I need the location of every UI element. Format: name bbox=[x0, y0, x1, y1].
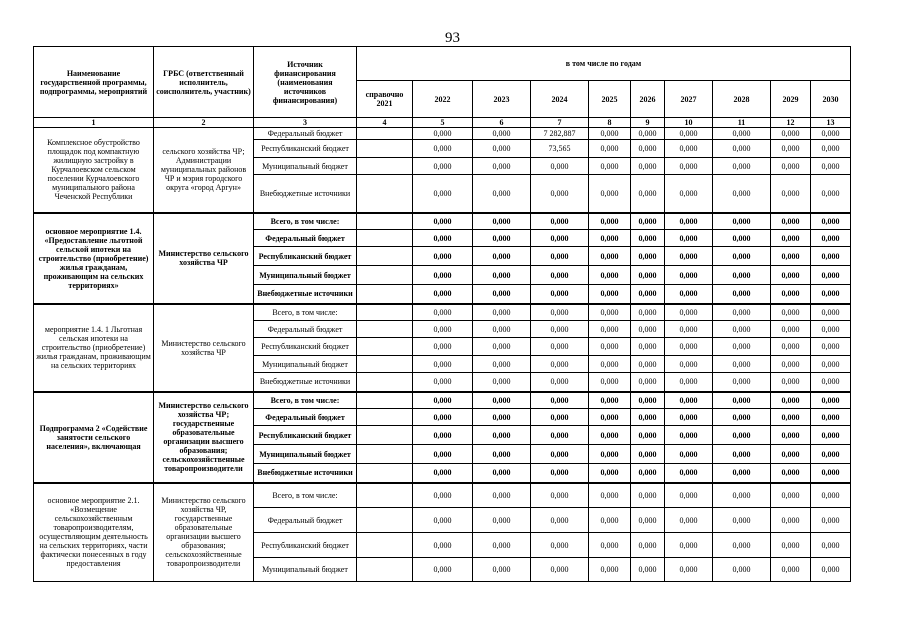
header-year: 2025 bbox=[589, 81, 631, 118]
year-value: 0,000 bbox=[771, 213, 811, 230]
year-value: 0,000 bbox=[811, 230, 851, 247]
year-value: 0,000 bbox=[631, 304, 665, 321]
program-name: основное мероприятие 2.1. «Возмещение сельскохозяйственным товаропроизводителям, осуществляющим деятельность на сельских территориях, части фактически понесенных в году предоставления bbox=[34, 483, 154, 582]
year-value: 0,000 bbox=[771, 464, 811, 483]
year-value: 0,000 bbox=[531, 409, 589, 426]
reference-value bbox=[357, 128, 413, 140]
year-value: 0,000 bbox=[665, 128, 713, 140]
year-value: 0,000 bbox=[531, 373, 589, 392]
year-value: 0,000 bbox=[631, 409, 665, 426]
year-value: 0,000 bbox=[665, 247, 713, 266]
year-value: 0,000 bbox=[531, 175, 589, 213]
reference-value bbox=[357, 266, 413, 285]
year-value: 0,000 bbox=[631, 266, 665, 285]
year-value: 0,000 bbox=[771, 558, 811, 582]
year-value: 0,000 bbox=[531, 508, 589, 533]
funding-source: Муниципальный бюджет bbox=[254, 266, 357, 285]
page-number: 93 bbox=[445, 30, 460, 46]
year-value: 0,000 bbox=[473, 304, 531, 321]
funding-source: Внебюджетные источники bbox=[254, 285, 357, 304]
year-value: 0,000 bbox=[413, 285, 473, 304]
year-value: 0,000 bbox=[665, 213, 713, 230]
reference-value bbox=[357, 392, 413, 409]
reference-value bbox=[357, 247, 413, 266]
year-value: 0,000 bbox=[589, 285, 631, 304]
year-value: 0,000 bbox=[771, 285, 811, 304]
year-value: 0,000 bbox=[811, 426, 851, 445]
year-value: 0,000 bbox=[631, 175, 665, 213]
funding-source: Внебюджетные источники bbox=[254, 373, 357, 392]
grbs-name: Министерство сельского хозяйства ЧР, государственные образовательные организации высшего образования; сельскохозяйственные товаропроизводители bbox=[154, 483, 254, 582]
year-value: 0,000 bbox=[771, 356, 811, 373]
year-value: 0,000 bbox=[531, 213, 589, 230]
grbs-name: Министерство сельского хозяйства ЧР; государственные образовательные организации высшего образования; сельскохозяйственные товаропроизводители bbox=[154, 392, 254, 483]
year-value: 0,000 bbox=[413, 483, 473, 508]
year-value: 0,000 bbox=[531, 247, 589, 266]
year-value: 7 282,887 bbox=[531, 128, 589, 140]
year-value: 0,000 bbox=[665, 321, 713, 338]
reference-value bbox=[357, 304, 413, 321]
year-value: 0,000 bbox=[713, 213, 771, 230]
year-value: 0,000 bbox=[413, 230, 473, 247]
column-number: 10 bbox=[665, 118, 713, 128]
year-value: 0,000 bbox=[811, 140, 851, 158]
header-year: 2028 bbox=[713, 81, 771, 118]
year-value: 0,000 bbox=[531, 392, 589, 409]
header-year: 2027 bbox=[665, 81, 713, 118]
year-value: 0,000 bbox=[631, 128, 665, 140]
year-value: 0,000 bbox=[771, 321, 811, 338]
year-value: 0,000 bbox=[665, 464, 713, 483]
reference-value bbox=[357, 213, 413, 230]
year-value: 0,000 bbox=[589, 356, 631, 373]
column-number: 1 bbox=[34, 118, 154, 128]
funding-source: Муниципальный бюджет bbox=[254, 356, 357, 373]
year-value: 0,000 bbox=[413, 338, 473, 356]
year-value: 0,000 bbox=[631, 213, 665, 230]
year-value: 0,000 bbox=[665, 158, 713, 175]
reference-value bbox=[357, 140, 413, 158]
year-value: 0,000 bbox=[631, 247, 665, 266]
year-value: 0,000 bbox=[771, 128, 811, 140]
reference-value bbox=[357, 175, 413, 213]
column-number: 2 bbox=[154, 118, 254, 128]
reference-value bbox=[357, 533, 413, 558]
funding-source: Внебюджетные источники bbox=[254, 175, 357, 213]
year-value: 0,000 bbox=[589, 321, 631, 338]
year-value: 0,000 bbox=[413, 128, 473, 140]
funding-source: Внебюджетные источники bbox=[254, 464, 357, 483]
year-value: 0,000 bbox=[713, 533, 771, 558]
funding-source: Республиканский бюджет bbox=[254, 140, 357, 158]
year-value: 0,000 bbox=[665, 175, 713, 213]
year-value: 0,000 bbox=[413, 158, 473, 175]
header-years-group: в том числе по годам bbox=[357, 47, 851, 81]
year-value: 0,000 bbox=[413, 373, 473, 392]
column-number: 8 bbox=[589, 118, 631, 128]
year-value: 0,000 bbox=[665, 508, 713, 533]
year-value: 0,000 bbox=[631, 426, 665, 445]
funding-source: Федеральный бюджет bbox=[254, 128, 357, 140]
year-value: 0,000 bbox=[713, 483, 771, 508]
year-value: 0,000 bbox=[665, 558, 713, 582]
year-value: 0,000 bbox=[413, 304, 473, 321]
reference-value bbox=[357, 464, 413, 483]
year-value: 0,000 bbox=[473, 285, 531, 304]
funding-source: Всего, в том числе: bbox=[254, 483, 357, 508]
table-row bbox=[34, 392, 851, 409]
year-value: 0,000 bbox=[631, 483, 665, 508]
year-value: 0,000 bbox=[665, 373, 713, 392]
year-value: 0,000 bbox=[665, 266, 713, 285]
funding-source: Всего, в том числе: bbox=[254, 304, 357, 321]
year-value: 0,000 bbox=[589, 158, 631, 175]
header-name: Наименование государственной программы, подпрограммы, мероприятий bbox=[34, 47, 154, 118]
funding-source: Федеральный бюджет bbox=[254, 409, 357, 426]
year-value: 0,000 bbox=[771, 266, 811, 285]
year-value: 0,000 bbox=[589, 140, 631, 158]
year-value: 0,000 bbox=[771, 392, 811, 409]
year-value: 0,000 bbox=[589, 266, 631, 285]
year-value: 0,000 bbox=[589, 464, 631, 483]
year-value: 0,000 bbox=[531, 285, 589, 304]
year-value: 0,000 bbox=[473, 140, 531, 158]
grbs-name: сельского хозяйства ЧР; Администрации муниципальных районов ЧР и мэрия городского округа «город Аргун» bbox=[154, 128, 254, 213]
year-value: 0,000 bbox=[713, 464, 771, 483]
year-value: 0,000 bbox=[771, 409, 811, 426]
year-value: 0,000 bbox=[713, 128, 771, 140]
table-row bbox=[34, 213, 851, 230]
funding-source: Муниципальный бюджет bbox=[254, 445, 357, 464]
funding-source: Федеральный бюджет bbox=[254, 321, 357, 338]
year-value: 0,000 bbox=[531, 338, 589, 356]
year-value: 0,000 bbox=[473, 158, 531, 175]
year-value: 0,000 bbox=[473, 356, 531, 373]
year-value: 0,000 bbox=[531, 483, 589, 508]
year-value: 0,000 bbox=[473, 128, 531, 140]
year-value: 0,000 bbox=[473, 426, 531, 445]
header-year: 2030 bbox=[811, 81, 851, 118]
year-value: 0,000 bbox=[589, 128, 631, 140]
year-value: 0,000 bbox=[713, 230, 771, 247]
year-value: 0,000 bbox=[589, 338, 631, 356]
year-value: 0,000 bbox=[811, 338, 851, 356]
year-value: 0,000 bbox=[473, 483, 531, 508]
reference-value bbox=[357, 285, 413, 304]
year-value: 0,000 bbox=[589, 304, 631, 321]
year-value: 0,000 bbox=[665, 304, 713, 321]
column-number: 7 bbox=[531, 118, 589, 128]
year-value: 0,000 bbox=[473, 533, 531, 558]
year-value: 0,000 bbox=[413, 247, 473, 266]
year-value: 0,000 bbox=[771, 338, 811, 356]
column-number: 9 bbox=[631, 118, 665, 128]
year-value: 0,000 bbox=[811, 392, 851, 409]
year-value: 0,000 bbox=[811, 558, 851, 582]
header-grbs: ГРБС (ответственный исполнитель, соисполнитель, участник) bbox=[154, 47, 254, 118]
column-number: 12 bbox=[771, 118, 811, 128]
year-value: 0,000 bbox=[413, 464, 473, 483]
year-value: 0,000 bbox=[811, 285, 851, 304]
program-name: мероприятие 1.4. 1 Льготная сельская ипотеки на строительство (приобретение) жилья гражданам, проживающим на сельских территориях bbox=[34, 304, 154, 392]
year-value: 73,565 bbox=[531, 140, 589, 158]
header-year: 2024 bbox=[531, 81, 589, 118]
year-value: 0,000 bbox=[589, 558, 631, 582]
year-value: 0,000 bbox=[771, 426, 811, 445]
year-value: 0,000 bbox=[631, 508, 665, 533]
column-number: 6 bbox=[473, 118, 531, 128]
year-value: 0,000 bbox=[665, 409, 713, 426]
year-value: 0,000 bbox=[531, 426, 589, 445]
year-value: 0,000 bbox=[665, 445, 713, 464]
funding-source: Всего, в том числе: bbox=[254, 213, 357, 230]
reference-value bbox=[357, 338, 413, 356]
funding-source: Муниципальный бюджет bbox=[254, 158, 357, 175]
year-value: 0,000 bbox=[771, 373, 811, 392]
year-value: 0,000 bbox=[531, 558, 589, 582]
year-value: 0,000 bbox=[665, 285, 713, 304]
column-number: 11 bbox=[713, 118, 771, 128]
year-value: 0,000 bbox=[811, 175, 851, 213]
year-value: 0,000 bbox=[713, 409, 771, 426]
year-value: 0,000 bbox=[589, 533, 631, 558]
year-value: 0,000 bbox=[631, 392, 665, 409]
reference-value bbox=[357, 426, 413, 445]
year-value: 0,000 bbox=[473, 508, 531, 533]
reference-value bbox=[357, 321, 413, 338]
program-name: Подпрограмма 2 «Содействие занятости сельского населения», включающая bbox=[34, 392, 154, 483]
year-value: 0,000 bbox=[631, 558, 665, 582]
year-value: 0,000 bbox=[665, 392, 713, 409]
year-value: 0,000 bbox=[531, 533, 589, 558]
year-value: 0,000 bbox=[473, 175, 531, 213]
reference-value bbox=[357, 356, 413, 373]
year-value: 0,000 bbox=[631, 464, 665, 483]
table-row bbox=[34, 483, 851, 508]
year-value: 0,000 bbox=[589, 373, 631, 392]
year-value: 0,000 bbox=[473, 409, 531, 426]
year-value: 0,000 bbox=[713, 392, 771, 409]
funding-source: Республиканский бюджет bbox=[254, 338, 357, 356]
funding-source: Республиканский бюджет bbox=[254, 533, 357, 558]
header-year: 2023 bbox=[473, 81, 531, 118]
year-value: 0,000 bbox=[589, 213, 631, 230]
year-value: 0,000 bbox=[771, 175, 811, 213]
year-value: 0,000 bbox=[665, 230, 713, 247]
year-value: 0,000 bbox=[811, 373, 851, 392]
year-value: 0,000 bbox=[531, 266, 589, 285]
year-value: 0,000 bbox=[713, 266, 771, 285]
reference-value bbox=[357, 508, 413, 533]
column-number: 4 bbox=[357, 118, 413, 128]
year-value: 0,000 bbox=[713, 158, 771, 175]
year-value: 0,000 bbox=[473, 321, 531, 338]
funding-source: Муниципальный бюджет bbox=[254, 558, 357, 582]
year-value: 0,000 bbox=[473, 445, 531, 464]
year-value: 0,000 bbox=[811, 304, 851, 321]
year-value: 0,000 bbox=[811, 356, 851, 373]
funding-source: Республиканский бюджет bbox=[254, 426, 357, 445]
year-value: 0,000 bbox=[713, 373, 771, 392]
year-value: 0,000 bbox=[665, 338, 713, 356]
year-value: 0,000 bbox=[589, 445, 631, 464]
column-number: 3 bbox=[254, 118, 357, 128]
year-value: 0,000 bbox=[771, 483, 811, 508]
year-value: 0,000 bbox=[413, 558, 473, 582]
year-value: 0,000 bbox=[811, 213, 851, 230]
year-value: 0,000 bbox=[589, 392, 631, 409]
year-value: 0,000 bbox=[589, 508, 631, 533]
year-value: 0,000 bbox=[473, 392, 531, 409]
reference-value bbox=[357, 483, 413, 508]
year-value: 0,000 bbox=[473, 373, 531, 392]
year-value: 0,000 bbox=[473, 266, 531, 285]
year-value: 0,000 bbox=[589, 230, 631, 247]
year-value: 0,000 bbox=[631, 356, 665, 373]
year-value: 0,000 bbox=[713, 426, 771, 445]
year-value: 0,000 bbox=[531, 304, 589, 321]
year-value: 0,000 bbox=[665, 483, 713, 508]
year-value: 0,000 bbox=[531, 230, 589, 247]
program-name: Комплексное обустройство площадок под компактную жилищную застройку в Курчалоевском сельском поселении Курчалоевского муниципального района Чеченской Республики bbox=[34, 128, 154, 213]
year-value: 0,000 bbox=[473, 213, 531, 230]
year-value: 0,000 bbox=[631, 285, 665, 304]
year-value: 0,000 bbox=[413, 508, 473, 533]
funding-source: Федеральный бюджет bbox=[254, 230, 357, 247]
year-value: 0,000 bbox=[713, 285, 771, 304]
year-value: 0,000 bbox=[531, 445, 589, 464]
year-value: 0,000 bbox=[631, 533, 665, 558]
year-value: 0,000 bbox=[413, 445, 473, 464]
year-value: 0,000 bbox=[713, 338, 771, 356]
grbs-name: Министерство сельского хозяйства ЧР bbox=[154, 213, 254, 304]
year-value: 0,000 bbox=[473, 464, 531, 483]
reference-value bbox=[357, 158, 413, 175]
year-value: 0,000 bbox=[473, 247, 531, 266]
year-value: 0,000 bbox=[631, 338, 665, 356]
program-name: основное мероприятие 1.4. «Предоставление льготной сельской ипотеки на строительство (приобретение) жилья гражданам, проживающим на сельских территориях» bbox=[34, 213, 154, 304]
year-value: 0,000 bbox=[413, 409, 473, 426]
reference-value bbox=[357, 230, 413, 247]
year-value: 0,000 bbox=[713, 247, 771, 266]
grbs-name: Министерство сельского хозяйства ЧР bbox=[154, 304, 254, 392]
year-value: 0,000 bbox=[811, 464, 851, 483]
year-value: 0,000 bbox=[631, 321, 665, 338]
year-value: 0,000 bbox=[713, 304, 771, 321]
year-value: 0,000 bbox=[713, 140, 771, 158]
year-value: 0,000 bbox=[413, 533, 473, 558]
year-value: 0,000 bbox=[531, 321, 589, 338]
table-row bbox=[34, 304, 851, 321]
year-value: 0,000 bbox=[473, 230, 531, 247]
reference-value bbox=[357, 558, 413, 582]
year-value: 0,000 bbox=[811, 409, 851, 426]
year-value: 0,000 bbox=[811, 533, 851, 558]
year-value: 0,000 bbox=[531, 356, 589, 373]
year-value: 0,000 bbox=[531, 158, 589, 175]
year-value: 0,000 bbox=[771, 158, 811, 175]
year-value: 0,000 bbox=[665, 356, 713, 373]
reference-value bbox=[357, 409, 413, 426]
budget-table bbox=[33, 46, 851, 582]
year-value: 0,000 bbox=[473, 338, 531, 356]
header-source: Источник финансирования (наименования источников финансирования) bbox=[254, 47, 357, 118]
year-value: 0,000 bbox=[631, 230, 665, 247]
funding-source: Республиканский бюджет bbox=[254, 247, 357, 266]
column-number: 13 bbox=[811, 118, 851, 128]
year-value: 0,000 bbox=[413, 356, 473, 373]
year-value: 0,000 bbox=[589, 483, 631, 508]
year-value: 0,000 bbox=[631, 158, 665, 175]
year-value: 0,000 bbox=[413, 426, 473, 445]
year-value: 0,000 bbox=[413, 266, 473, 285]
year-value: 0,000 bbox=[771, 533, 811, 558]
column-number: 5 bbox=[413, 118, 473, 128]
reference-value bbox=[357, 373, 413, 392]
header-ref: справочно 2021 bbox=[357, 81, 413, 118]
year-value: 0,000 bbox=[531, 464, 589, 483]
year-value: 0,000 bbox=[771, 445, 811, 464]
year-value: 0,000 bbox=[665, 426, 713, 445]
year-value: 0,000 bbox=[413, 140, 473, 158]
year-value: 0,000 bbox=[811, 158, 851, 175]
year-value: 0,000 bbox=[665, 140, 713, 158]
funding-source: Всего, в том числе: bbox=[254, 392, 357, 409]
year-value: 0,000 bbox=[473, 558, 531, 582]
year-value: 0,000 bbox=[589, 409, 631, 426]
year-value: 0,000 bbox=[631, 140, 665, 158]
column-numbers-row bbox=[34, 118, 851, 128]
year-value: 0,000 bbox=[589, 247, 631, 266]
year-value: 0,000 bbox=[811, 247, 851, 266]
year-value: 0,000 bbox=[811, 128, 851, 140]
year-value: 0,000 bbox=[413, 175, 473, 213]
year-value: 0,000 bbox=[631, 373, 665, 392]
year-value: 0,000 bbox=[413, 213, 473, 230]
year-value: 0,000 bbox=[413, 321, 473, 338]
year-value: 0,000 bbox=[771, 304, 811, 321]
year-value: 0,000 bbox=[811, 445, 851, 464]
year-value: 0,000 bbox=[631, 445, 665, 464]
header-year: 2022 bbox=[413, 81, 473, 118]
year-value: 0,000 bbox=[713, 508, 771, 533]
year-value: 0,000 bbox=[713, 175, 771, 213]
year-value: 0,000 bbox=[713, 321, 771, 338]
year-value: 0,000 bbox=[665, 533, 713, 558]
year-value: 0,000 bbox=[811, 321, 851, 338]
year-value: 0,000 bbox=[811, 508, 851, 533]
year-value: 0,000 bbox=[713, 356, 771, 373]
year-value: 0,000 bbox=[811, 483, 851, 508]
year-value: 0,000 bbox=[589, 426, 631, 445]
header-year: 2029 bbox=[771, 81, 811, 118]
year-value: 0,000 bbox=[771, 247, 811, 266]
year-value: 0,000 bbox=[771, 140, 811, 158]
year-value: 0,000 bbox=[413, 392, 473, 409]
year-value: 0,000 bbox=[771, 230, 811, 247]
table-row bbox=[34, 128, 851, 140]
reference-value bbox=[357, 445, 413, 464]
header-year: 2026 bbox=[631, 81, 665, 118]
table-body bbox=[34, 128, 851, 582]
year-value: 0,000 bbox=[713, 558, 771, 582]
year-value: 0,000 bbox=[771, 508, 811, 533]
year-value: 0,000 bbox=[811, 266, 851, 285]
year-value: 0,000 bbox=[713, 445, 771, 464]
year-value: 0,000 bbox=[589, 175, 631, 213]
funding-source: Федеральный бюджет bbox=[254, 508, 357, 533]
